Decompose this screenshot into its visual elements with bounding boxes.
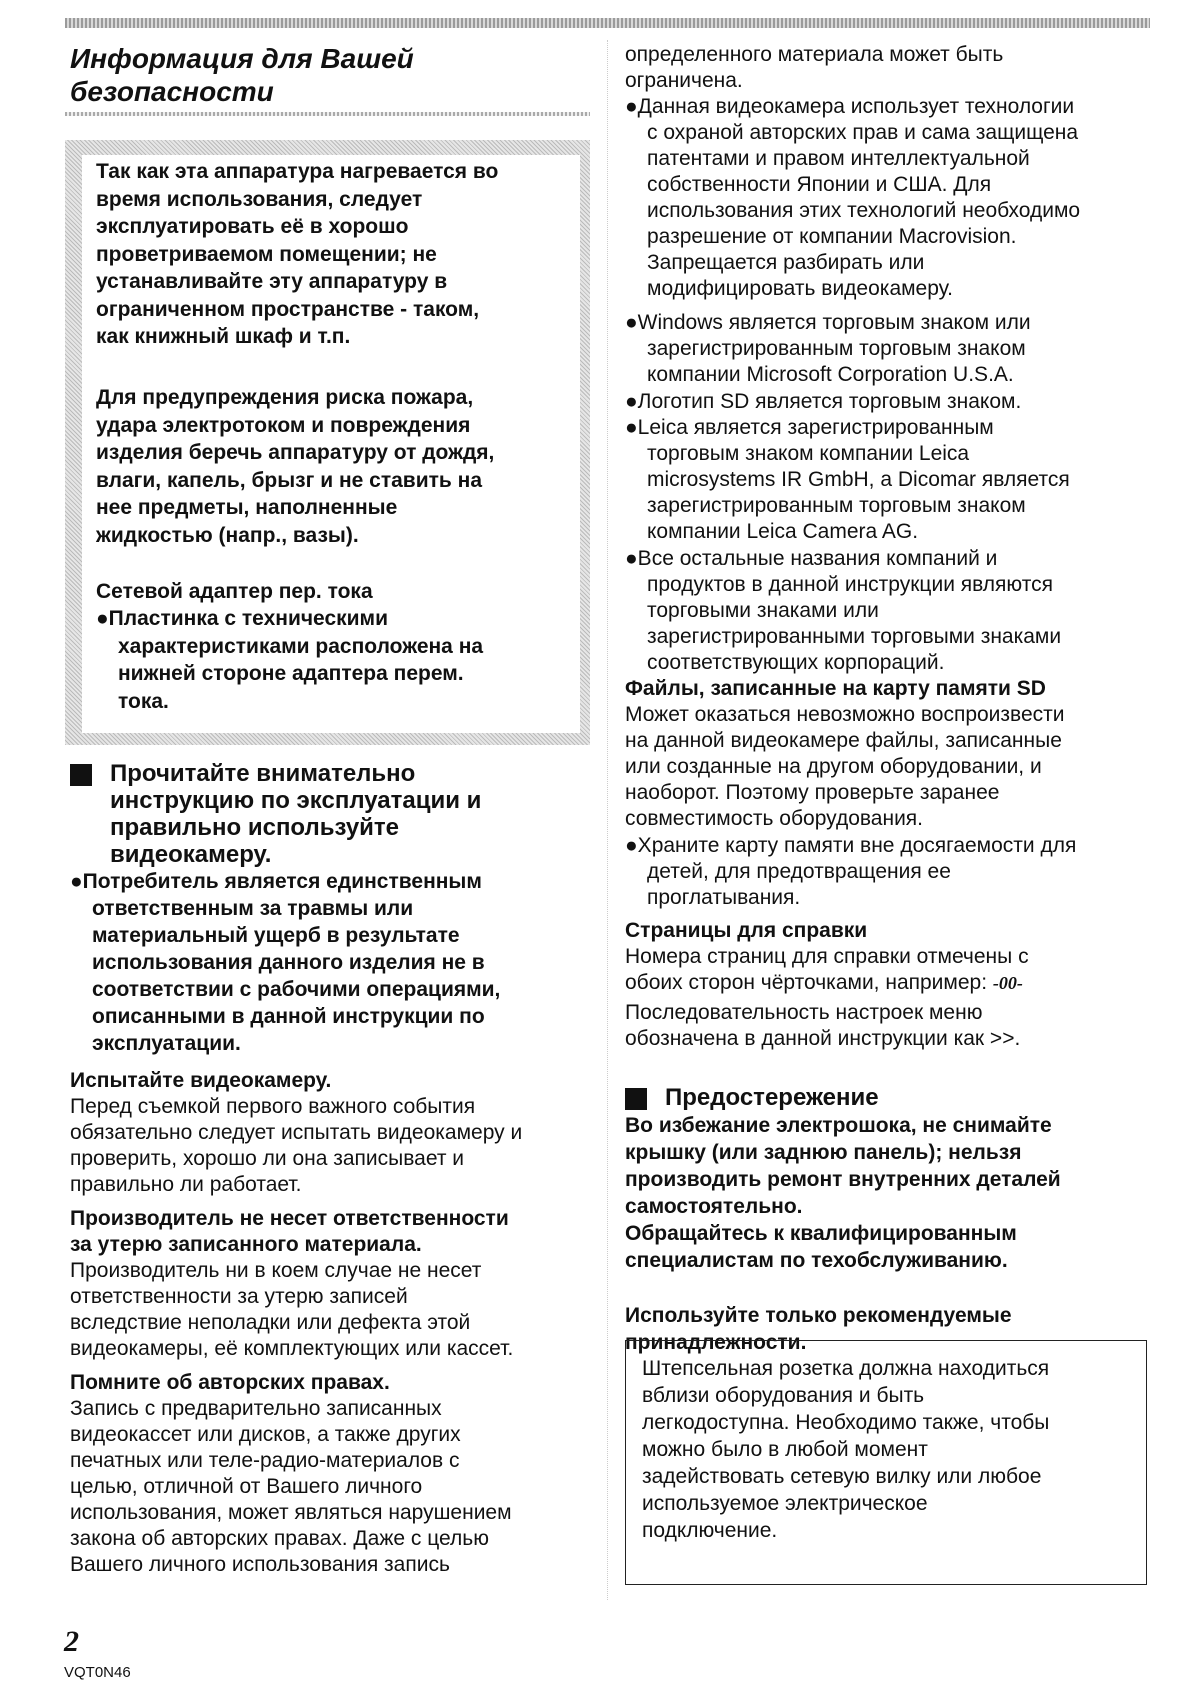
outlet-notice-text: Штепсельная розетка должна находиться вблизи оборудования и быть легкодоступна. Необходимо также, чтобы можно было в любой момент задействовать сетевую вилку или любое используемое электрическое подключение.	[642, 1357, 1050, 1542]
subheading-liability: Производитель не несет ответственности за утерю записанного материала.	[70, 1207, 509, 1256]
warning-fire: Для предупреждения риска пожара, удара электротоком и повреждения изделия беречь аппаратуру от дождя, влаги, капель, брызг и не ставить на нее предметы, наполненные жидкостью (напр., вазы).	[96, 386, 495, 547]
paragraph-copyright: Запись с предварительно записанных видеокассет или дисков, а также других печатных или теле-радио-материалов с целью, отличной от Вашего личного использования, может являться нарушением закона об авторских правах. Даже с целью Вашего личного использования запись	[70, 1397, 512, 1576]
page-number: 2	[64, 1625, 79, 1658]
bullet-windows: ●Windows является торговым знаком или зарегистрированным торговым знаком компании Microsoft Corporation U.S.A.	[625, 311, 1031, 386]
column-divider	[607, 40, 608, 1600]
caution-text: Во избежание электрошока, не снимайте крышку (или заднюю панель); нельзя производить ремонт внутренних деталей самостоятельно. Обращайтесь к квалифицированным специалистам по техобслуживанию.	[625, 1114, 1061, 1272]
paragraph-reference-pages	[625, 944, 1029, 996]
responsibility-bullet: ●Потребитель является единственным ответственным за травмы или материальный ущерб в результате использования данного изделия не в соответствии с рабочими операциями, описанными в данной инструкции по эксплуатации.	[70, 870, 501, 1055]
page-ref-example: -00-	[992, 973, 1023, 993]
warning-ventilation: Так как эта аппаратура нагревается во время использования, следует эксплуатировать её в хорошо проветриваемом помещении; не устанавливайте эту аппаратуру в ограниченном пространстве - таком, как книжный шкаф и т.п.	[96, 160, 499, 348]
bullet-memory-card: ●Храните карту памяти вне досягаемости для детей, для предотвращения ее проглатывания.	[625, 834, 1077, 909]
bullet-trademarks: ●Все остальные названия компаний и продуктов в данной инструкции являются торговыми знаками или зарегистрированными торговыми знаками соответствующих корпораций.	[625, 547, 1062, 674]
paragraph-continued: определенного материала может быть ограничена.	[625, 43, 1004, 92]
paragraph-sd-files: Может оказаться невозможно воспроизвести на данной видеокамере файлы, записанные или созданные на другом оборудовании, и наоборот. Поэтому проверьте заранее совместимость оборудования.	[625, 703, 1065, 830]
bullet-sd-logo: ●Логотип SD является торговым знаком.	[625, 390, 1022, 413]
heading-text: Предостережение	[665, 1084, 879, 1111]
bullet-macrovision: ●Данная видеокамера использует технологии с охраной авторских прав и сама защищена патентами и правом интеллектуальной собственности Японии и США. Для использования этих технологий необходимо разрешение от компании Macrovision. Запрещается разбирать или модифицировать видеокамеру.	[625, 95, 1081, 300]
page-title: Информация для Вашей безопасности	[70, 43, 414, 107]
header-bar	[65, 18, 1150, 28]
adapter-heading: Сетевой адаптер пер. тока	[96, 580, 373, 603]
section-heading-caution	[625, 1084, 879, 1111]
section-heading-read-instructions	[70, 760, 481, 868]
document-code: VQT0N46	[64, 1664, 131, 1681]
subheading-test: Испытайте видеокамеру.	[70, 1069, 332, 1092]
subheading-copyright: Помните об авторских правах.	[70, 1371, 390, 1394]
bullet-leica: ●Leica является зарегистрированным торговым знаком компании Leica microsystems IR GmbH, а Dicomar является зарегистрированным торговым знаком компании Leica Camera AG.	[625, 416, 1070, 543]
paragraph-test: Перед съемкой первого важного события обязательно следует испытать видеокамеру и проверить, хорошо ли она записывает и правильно ли работает.	[70, 1095, 523, 1196]
subheading-sd-files: Файлы, записанные на карту памяти SD	[625, 677, 1046, 700]
title-divider	[65, 112, 590, 116]
heading-text: Прочитайте внимательно инструкцию по эксплуатации и правильно используйте видеокамеру.	[110, 760, 482, 868]
reference-text: Номера страниц для справки отмечены с обоих сторон чёрточками, например:	[625, 945, 1029, 994]
paragraph-liability: Производитель ни в коем случае не несет ответственности за утерю записей вследствие неполадки или дефекта этой видеокамеры, её комплектующих или кассет.	[70, 1259, 514, 1360]
accessories-text: Используйте только рекомендуемые принадлежности.	[625, 1304, 1012, 1354]
subheading-reference-pages: Страницы для справки	[625, 919, 868, 942]
adapter-bullet: ●Пластинка с техническими характеристиками расположена на нижней стороне адаптера перем. тока.	[96, 607, 484, 713]
square-bullet-icon	[70, 764, 92, 786]
paragraph-menu-sequence: Последовательность настроек меню обозначена в данной инструкции как >>.	[625, 1001, 1021, 1050]
square-bullet-icon	[625, 1088, 647, 1110]
